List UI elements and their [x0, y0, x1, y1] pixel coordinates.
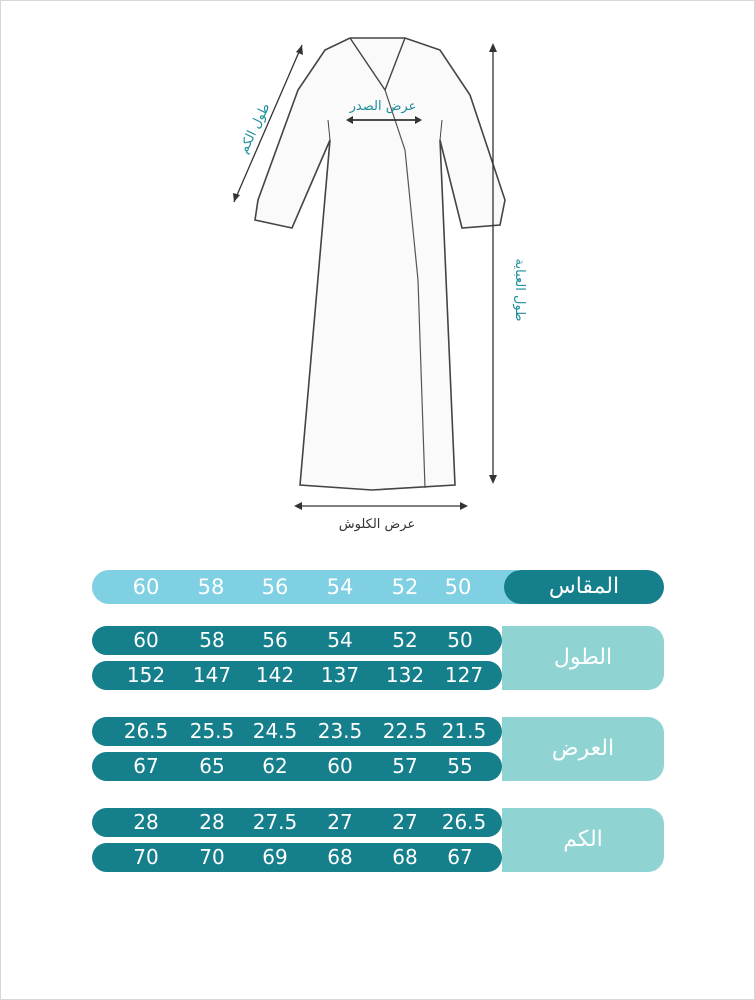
length-arrow-head-top	[489, 43, 497, 52]
size-value: 58	[197, 575, 225, 599]
length-group-label: الطول	[502, 626, 664, 690]
width-inch-value: 21.5	[441, 719, 487, 743]
width-group	[92, 717, 664, 781]
sleeve-cm-unit: سم	[519, 850, 539, 864]
width-inch-row	[92, 717, 502, 746]
length-inch-row	[92, 626, 502, 655]
size-row-label: المقاس	[504, 570, 664, 604]
hem-width-label: عرض الكلوش	[338, 517, 416, 532]
sleeve-arrow-head-top	[296, 45, 303, 55]
length-cm-value: 152	[126, 663, 166, 687]
sleeve-cm-value: 68	[392, 845, 418, 869]
length-group	[92, 626, 664, 690]
length-cm-row	[92, 661, 502, 690]
sleeve-inch-value: 28	[199, 810, 225, 834]
width-inch-value: 23.5	[317, 719, 363, 743]
size-values-bar	[92, 570, 532, 604]
size-value: 54	[326, 575, 354, 599]
length-inch-value: 50	[447, 628, 473, 652]
sleeve-group-label: الكم	[502, 808, 664, 872]
length-inch-value: 58	[199, 628, 225, 652]
sleeve-group	[92, 808, 664, 872]
sleeve-inch-value: 26.5	[441, 810, 487, 834]
width-cm-value: 57	[392, 754, 418, 778]
sleeve-inch-unit: إنش	[518, 815, 540, 829]
size-value: 52	[391, 575, 419, 599]
length-inch-value: 54	[327, 628, 353, 652]
sleeve-inch-value: 28	[133, 810, 159, 834]
size-value: 60	[132, 575, 160, 599]
width-inch-unit: إنش	[518, 724, 540, 738]
width-inch-value: 22.5	[382, 719, 428, 743]
length-arrow-head-bottom	[489, 475, 497, 484]
sleeve-inch-row	[92, 808, 502, 837]
length-inch-value: 56	[262, 628, 288, 652]
length-inch-value: 52	[392, 628, 418, 652]
hem-arrow-head-left	[294, 502, 302, 510]
length-cm-unit: سم	[519, 668, 539, 682]
width-cm-value: 62	[262, 754, 288, 778]
sleeve-inch-value: 27	[327, 810, 353, 834]
width-cm-unit: سم	[519, 759, 539, 773]
length-cm-value: 127	[444, 663, 484, 687]
length-cm-value: 132	[385, 663, 425, 687]
length-cm-value: 147	[192, 663, 232, 687]
sleeve-arrow-head-bottom	[233, 193, 240, 202]
width-cm-value: 67	[133, 754, 159, 778]
abaya-length-label: طول العباية	[512, 258, 527, 322]
sleeve-inch-value: 27.5	[252, 810, 298, 834]
sleeve-cm-value: 67	[447, 845, 473, 869]
sleeve-cm-value: 69	[262, 845, 288, 869]
sleeve-cm-value: 70	[133, 845, 159, 869]
size-value: 56	[261, 575, 289, 599]
length-inch-value: 60	[133, 628, 159, 652]
length-cm-value: 137	[320, 663, 360, 687]
width-cm-row	[92, 752, 502, 781]
length-inch-unit: إنش	[518, 633, 540, 647]
length-cm-value: 142	[255, 663, 295, 687]
chest-width-label: عرض الصدر	[349, 99, 417, 114]
sleeve-cm-row	[92, 843, 502, 872]
sleeve-cm-value: 70	[199, 845, 225, 869]
width-cm-value: 65	[199, 754, 225, 778]
size-row	[92, 570, 664, 604]
sleeve-cm-value: 68	[327, 845, 353, 869]
sleeve-length-label: طول الكم	[236, 100, 274, 157]
width-inch-value: 24.5	[252, 719, 298, 743]
width-group-label: العرض	[502, 717, 664, 781]
sleeve-inch-value: 27	[392, 810, 418, 834]
hem-arrow-head-right	[460, 502, 468, 510]
width-inch-value: 26.5	[123, 719, 169, 743]
width-cm-value: 60	[327, 754, 353, 778]
width-cm-value: 55	[447, 754, 473, 778]
size-value: 50	[444, 575, 472, 599]
width-inch-value: 25.5	[189, 719, 235, 743]
